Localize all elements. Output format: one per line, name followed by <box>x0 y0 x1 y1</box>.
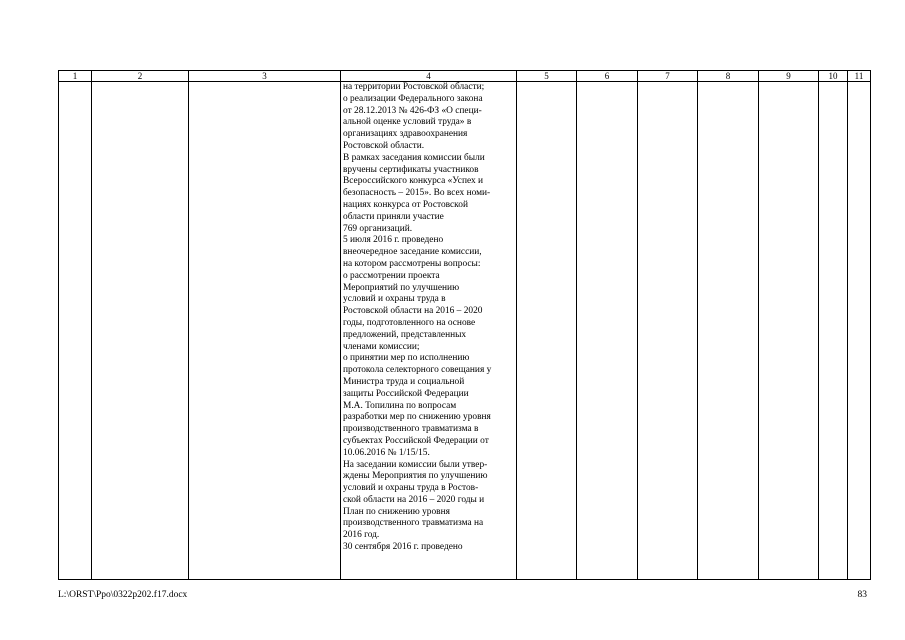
cell-col-11 <box>848 82 871 580</box>
column-header-4: 4 <box>341 71 517 82</box>
cell-col-2 <box>92 82 189 580</box>
text-line: 5 июля 2016 г. проведено <box>343 235 444 246</box>
text-line: протокола селекторного совещания у <box>343 365 492 376</box>
text-line: производственного травматизма в <box>343 424 479 435</box>
text-line: о рассмотрении проекта <box>343 270 440 281</box>
text-line: организациях здравоохранения <box>343 129 468 140</box>
text-line: нациях конкурса от Ростовской <box>343 199 468 210</box>
column-header-10: 10 <box>819 71 848 82</box>
column-header-1: 1 <box>59 71 92 82</box>
text-line: условий и охраны труда в Ростов- <box>343 483 479 494</box>
text-line: производственного травматизма на <box>343 518 484 529</box>
text-line: о реализации Федерального закона <box>343 93 483 104</box>
text-line: альной оценке условий труда» в <box>343 117 472 128</box>
cell-col-4 <box>341 82 517 580</box>
text-line: ждены Мероприятия по улучшению <box>343 471 488 482</box>
text-line: вручены сертификаты участников <box>343 164 479 175</box>
table-row <box>59 82 871 580</box>
page-number: 83 <box>857 590 867 600</box>
text-line: В рамках заседания комиссии были <box>343 152 485 163</box>
text-line: о принятии мер по исполнению <box>343 353 470 364</box>
text-line: безопасность – 2015». Во всех номи- <box>343 188 491 199</box>
text-line: области приняли участие <box>343 211 444 222</box>
text-line: на территории Ростовской области; <box>343 82 485 92</box>
text-line: от 28.12.2013 № 426-ФЗ «О специ- <box>343 105 482 116</box>
text-line: членами комиссии; <box>343 341 420 352</box>
column-4-text <box>341 82 516 554</box>
column-header-7: 7 <box>638 71 698 82</box>
text-line: разработки мер по снижению уровня <box>343 412 491 423</box>
column-header-11: 11 <box>848 71 871 82</box>
text-line: внеочередное заседание комиссии, <box>343 247 482 258</box>
document-table <box>58 70 871 580</box>
text-line: предложений, представленных <box>343 329 467 340</box>
text-line: Министра труда и социальной <box>343 376 465 387</box>
file-path: L:\ORST\Ppo\0322p202.f17.docx <box>58 590 188 600</box>
header-row <box>59 71 871 82</box>
cell-col-6 <box>577 82 638 580</box>
cell-col-7 <box>638 82 698 580</box>
cell-col-10 <box>819 82 848 580</box>
column-header-2: 2 <box>92 71 189 82</box>
text-line: План по снижению уровня <box>343 506 450 517</box>
cell-col-5 <box>517 82 577 580</box>
cell-col-1 <box>59 82 92 580</box>
cell-col-8 <box>698 82 759 580</box>
text-line: М.А. Топилина по вопросам <box>343 400 457 411</box>
text-line: Ростовской области. <box>343 140 425 151</box>
cell-col-3 <box>189 82 341 580</box>
text-line: Ростовской области на 2016 – 2020 <box>343 306 483 317</box>
text-line: 769 организаций. <box>343 223 413 234</box>
column-header-9: 9 <box>759 71 819 82</box>
text-line: 2016 год. <box>343 530 380 541</box>
column-header-8: 8 <box>698 71 759 82</box>
text-line: условий и охраны труда в <box>343 294 446 305</box>
text-line: Всероссийского конкурса «Успех и <box>343 176 484 187</box>
column-header-6: 6 <box>577 71 638 82</box>
text-line: годы, подготовленного на основе <box>343 317 476 328</box>
cell-col-9 <box>759 82 819 580</box>
text-line: 10.06.2016 № 1/15/15. <box>343 447 430 458</box>
text-line: На заседании комиссии были утвер- <box>343 459 488 470</box>
column-header-3: 3 <box>189 71 341 82</box>
text-line: на котором рассмотрены вопросы: <box>343 258 481 269</box>
text-line: субъектах Российской Федерации от <box>343 435 489 446</box>
text-line: защиты Российской Федерации <box>343 388 469 399</box>
column-header-5: 5 <box>517 71 577 82</box>
text-line: 30 сентября 2016 г. проведено <box>343 542 463 553</box>
text-line: Мероприятий по улучшению <box>343 282 460 293</box>
text-line: ской области на 2016 – 2020 годы и <box>343 494 485 505</box>
